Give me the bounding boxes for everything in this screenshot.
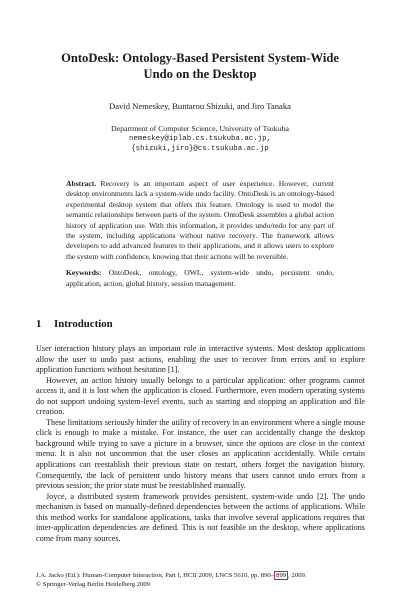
section-title: Introduction xyxy=(54,318,113,330)
citation-line xyxy=(36,572,366,581)
paragraph: However, an action history usually belongs to a particular application: other programs cannot access it, and it is lost when the application is closed. Furthermore, even modern operating systems do not support undoing system-level events, such as starting and stopping an application and file creation. xyxy=(36,375,365,417)
abstract xyxy=(66,179,334,262)
page-footer xyxy=(36,572,366,589)
title-line-1: OntoDesk: Ontology-Based Persistent System-Wide xyxy=(61,51,339,65)
highlighted-page-number: 899 xyxy=(276,572,287,579)
paper-title xyxy=(30,50,370,82)
affiliation: Department of Computer Science, University of Tsukuba xyxy=(111,124,289,133)
email-primary: nemeskey@iplab.cs.tsukuba.ac.jp, xyxy=(129,135,271,143)
title-line-2: Undo on the Desktop xyxy=(143,67,257,81)
author-list: David Nemeskey, Buntarou Shizuki, and Jiro Tanaka xyxy=(109,101,291,111)
keywords-text: OntoDesk, ontology, OWL, system-wide undo, persistent undo, application, action, global history, session management. xyxy=(66,268,334,288)
body-text xyxy=(36,344,365,544)
section-heading xyxy=(36,318,113,331)
abstract-block xyxy=(66,179,334,289)
section-number: 1 xyxy=(36,318,42,330)
citation-year: , 2009. xyxy=(288,572,307,579)
abstract-text: Recovery is an important aspect of user experience. However, current desktop environments lack a system-wide undo facility. OntoDesk is an ontology-based experimental desktop system that offers this feature. Ontology is used to model the semantic relationships between parts of the system. OntoDesk assembles a global action history of application use. With this information, it provides undo/redo for any part of the system, including applications without native recovery. The framework allows developers to add advanced features to their applications, and it allows users to explore the system with confidence, knowing that their actions will be reversible. xyxy=(66,179,334,261)
paragraph: Joyce, a distributed system framework provides persistent, system-wide undo [2]. The undo mechanism is based on manually-defined dependencies between the actions of applications. While this method works for standalone applications, tasks that involve several applications requires that inter-application dependencies are defined. This is not feasible on the desktop, where applications come from many sources. xyxy=(36,491,365,543)
abstract-label: Abstract. xyxy=(66,179,97,188)
paragraph: User interaction history plays an important role in interactive systems. Most desktop applications allow the user to undo past actions, enabling the user to recover from errors and to explore application functions without hesitation [1]. xyxy=(36,344,365,375)
affiliation-block xyxy=(0,124,400,154)
copyright-line: © Springer-Verlag Berlin Heidelberg 2009 xyxy=(36,580,151,588)
email-secondary: {shizuki,jiro}@cs.tsukuba.ac.jp xyxy=(131,145,269,153)
keywords xyxy=(66,268,334,289)
paragraph: These limitations seriously hinder the utility of recovery in an environment where a single mouse click is enough to make a mistake. For instance, the user can accidentally change the desktop background while trying to save a picture in a browser, since the options are close in the context menu. It is also not uncommon that the user closes an application accidentally. While certain applications can reestablish their previous state on restart, others forget the navigation history. Consequently, the lack of persistent undo history means that users cannot undo errors from a previous session; the prior state must be reestablished manually. xyxy=(36,417,365,491)
keywords-label: Keywords: xyxy=(66,268,102,278)
citation-text: J.A. Jacko (Ed.): Human-Computer Interaction, Part I, HCII 2009, LNCS 5610, pp. 890– xyxy=(36,572,275,579)
